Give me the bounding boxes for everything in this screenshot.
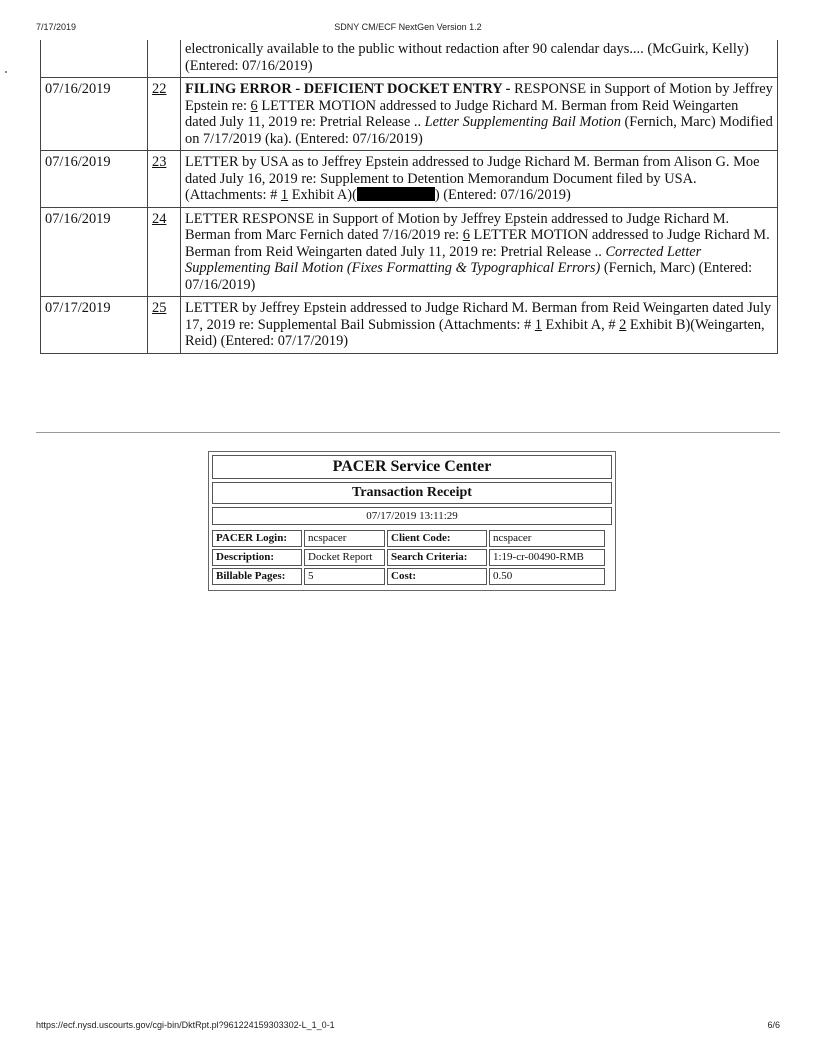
document-link[interactable]: 1	[280, 187, 289, 203]
receipt-value: 1:19-cr-00490-RMB	[489, 549, 605, 566]
redaction-bar	[357, 187, 435, 201]
docket-text-span: Supplement to Detention Memorandum	[320, 170, 550, 187]
docket-number-cell	[148, 151, 181, 208]
receipt-value: ncspacer	[304, 530, 385, 547]
docket-text-cell	[181, 151, 778, 208]
docket-text-span: RESPONSE in Support of Motion by Jeffrey Epstein re:	[185, 81, 773, 114]
docket-text-span: LETTER by Jeffrey Epstein addressed to Judge Richard M. Berman from Reid Weingarten dated July 17, 2019 re: Supplemental Bail Submission (Attachments: #	[185, 300, 772, 333]
docket-text-cell	[181, 297, 778, 354]
receipt-value: Docket Report	[304, 549, 385, 566]
receipt-subtitle: Transaction Receipt	[212, 482, 612, 504]
receipt-label: Search Criteria:	[387, 549, 487, 566]
margin-mark	[5, 71, 7, 73]
docket-number-cell	[148, 297, 181, 354]
docket-text-cell	[181, 78, 778, 151]
docket-date-cell	[41, 40, 148, 78]
docket-entry-row	[41, 297, 778, 354]
docket-date-cell: 07/16/2019	[41, 207, 148, 297]
docket-date-cell: 07/16/2019	[41, 151, 148, 208]
section-divider	[36, 432, 780, 433]
docket-text-span: Corrected Letter Supplementing Bail Motion (Fixes Formatting & Typographical Errors)	[185, 243, 702, 276]
docket-text-span: Document filed by USA. (Attachments: #	[185, 170, 697, 203]
receipt-details-table	[210, 528, 607, 587]
receipt-row	[212, 549, 605, 566]
document-link[interactable]: 6	[462, 227, 470, 243]
pacer-receipt	[208, 451, 616, 591]
page-number: 6/6	[767, 1020, 780, 1030]
document-link[interactable]: 1	[534, 316, 542, 333]
docket-text-span: LETTER RESPONSE in Support of Motion by Jeffrey Epstein addressed to Judge Richard M. Berman from Marc Fernich dated 7/16/2019 re:	[185, 210, 730, 243]
document-link[interactable]: 6	[250, 97, 258, 114]
docket-entry-row	[41, 78, 778, 151]
page-url: https://ecf.nysd.uscourts.gov/cgi-bin/DktRpt.pl?961224159303302-L_1_0-1	[36, 1020, 335, 1030]
docket-continuation-text: electronically available to the public without redaction after 90 calendar days.... (McGuirk, Kelly) (Entered: 07/16/2019)	[181, 40, 778, 78]
receipt-label: Cost:	[387, 568, 487, 585]
receipt-row	[212, 530, 605, 547]
docket-number-cell	[148, 40, 181, 78]
docket-text-span: LETTER MOTION addressed to Judge Richard M. Berman from Reid Weingarten dated July 11, 2019 re: Pretrial Release ..	[185, 227, 770, 260]
receipt-value: 0.50	[489, 568, 605, 585]
receipt-label: Billable Pages:	[212, 568, 302, 585]
docket-number-link[interactable]: 24	[152, 210, 167, 227]
docket-text-span: LETTER MOTION addressed to Judge Richard M. Berman from Reid Weingarten dated July 11, 2019 re: Pretrial Release ..	[185, 97, 739, 130]
receipt-label: Description:	[212, 549, 302, 566]
receipt-label: Client Code:	[387, 530, 487, 547]
docket-text-span: Exhibit A, #	[541, 316, 620, 333]
docket-entry-row	[41, 151, 778, 208]
print-date: 7/17/2019	[36, 22, 77, 32]
receipt-label: PACER Login:	[212, 530, 302, 547]
docket-continuation-row	[41, 40, 778, 78]
docket-number-link[interactable]: 25	[152, 300, 167, 316]
docket-table	[40, 40, 778, 354]
docket-text-span: (Fernich, Marc) Modified on 7/17/2019 (ka). (Entered: 07/16/2019)	[185, 114, 773, 147]
docket-text-cell	[181, 207, 778, 297]
document-link[interactable]: 2	[619, 316, 627, 333]
docket-number-link[interactable]: 23	[152, 154, 167, 170]
docket-number-cell	[148, 78, 181, 151]
receipt-value: ncspacer	[489, 530, 605, 547]
docket-date-cell: 07/17/2019	[41, 297, 148, 354]
docket-text-span: FILING ERROR - DEFICIENT DOCKET ENTRY -	[185, 81, 515, 97]
docket-number-link[interactable]: 22	[152, 81, 167, 97]
docket-text-span: ) (Entered: 07/16/2019)	[434, 187, 571, 203]
docket-date-cell: 07/16/2019	[41, 78, 148, 151]
docket-text-span: LETTER by USA as to Jeffrey Epstein addressed to Judge Richard M. Berman from Alison G. Moe dated July 16, 2019 re:	[185, 154, 760, 187]
docket-text-span: Exhibit A)(	[288, 187, 357, 203]
receipt-timestamp: 07/17/2019 13:11:29	[212, 507, 612, 525]
docket-entry-row	[41, 207, 778, 297]
docket-text-span: Exhibit B)(Weingarten, Reid) (Entered: 07/17/2019)	[185, 316, 765, 349]
docket-number-cell	[148, 207, 181, 297]
page-header-title: SDNY CM/ECF NextGen Version 1.2	[334, 22, 482, 32]
docket-text-span: (Fernich, Marc) (Entered: 07/16/2019)	[185, 260, 753, 293]
receipt-value: 5	[304, 568, 385, 585]
docket-text-span: Letter Supplementing Bail Motion	[424, 114, 621, 130]
receipt-title: PACER Service Center	[212, 455, 612, 479]
receipt-row	[212, 568, 605, 585]
